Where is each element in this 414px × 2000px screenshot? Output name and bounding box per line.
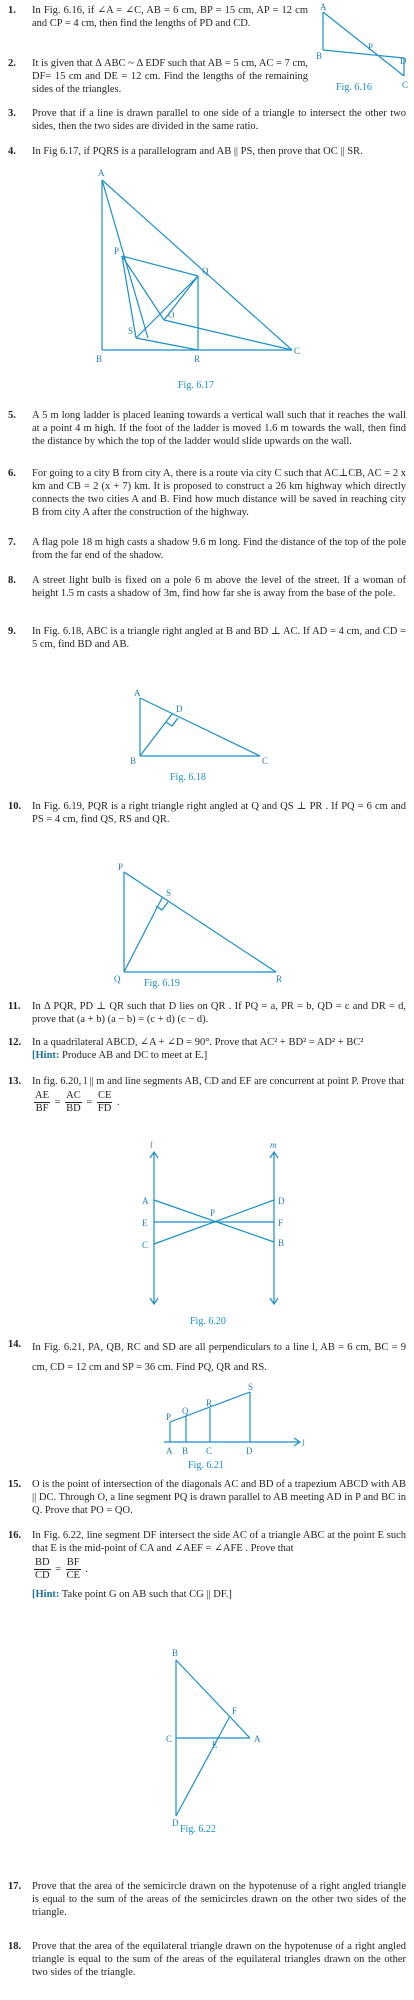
question-number: 6. (8, 468, 16, 479)
numerator: CE (97, 1090, 112, 1101)
question-number: 1. (8, 5, 16, 16)
question-3 (8, 107, 406, 133)
label-c: C (294, 346, 301, 356)
label-p: P (210, 1208, 216, 1218)
denominator: CE (66, 1570, 80, 1581)
label-f: F (232, 1706, 238, 1716)
label-f: F (278, 1218, 284, 1228)
label-s: S (166, 888, 172, 898)
figure-6-17 (90, 170, 310, 400)
question-4 (8, 145, 406, 158)
question-number: 16. (8, 1530, 22, 1541)
label-c: C (262, 756, 269, 766)
question-5 (8, 409, 406, 448)
question-12 (8, 1036, 406, 1062)
fig-6-17-diagram (90, 170, 310, 400)
label-a: A (320, 2, 327, 12)
period: . (116, 1096, 120, 1108)
label-c: C (206, 1446, 213, 1456)
label-m: m (270, 1140, 277, 1150)
label-o: O (168, 310, 175, 320)
ratio-equation (32, 1557, 406, 1582)
fraction (34, 1090, 50, 1115)
label-b: B (278, 1238, 285, 1248)
label-a: A (98, 168, 105, 178)
label-q: Q (182, 1406, 189, 1416)
label-a: A (166, 1446, 173, 1456)
denominator: BF (35, 1103, 49, 1114)
question-number: 7. (8, 537, 16, 548)
question-13 (8, 1075, 406, 1115)
hint-text: Produce AB and DC to meet at E.] (59, 1050, 208, 1061)
question-text: In Fig. 6.19, PQR is a right triangle right angled at Q and QS ⊥ PR . If PQ = 6 cm and PS = 4 cm, find QS, RS and QR. (32, 801, 406, 825)
fig-6-20-diagram (118, 1140, 298, 1328)
fraction (66, 1557, 81, 1582)
question-text: In Fig 6.17, if PQRS is a parallelogram and AB || PS, then prove that OC || SR. (32, 146, 363, 157)
numerator: BF (66, 1557, 80, 1568)
question-number: 5. (8, 410, 16, 421)
label-p: P (118, 862, 124, 872)
label-e: E (142, 1218, 148, 1228)
label-b: B (130, 756, 137, 766)
label-r: R (194, 354, 201, 364)
question-text: In Fig. 6.18, ABC is a triangle right angled at B and BD ⊥ AC. If AD = 4 cm, and CD = 5 cm, find BD and AB. (32, 626, 406, 650)
question-17 (8, 1880, 406, 1919)
question-number: 13. (8, 1076, 22, 1087)
question-11 (8, 1000, 406, 1026)
question-10 (8, 800, 406, 826)
fig-6-21-diagram (150, 1380, 310, 1472)
question-number: 11. (8, 1001, 21, 1012)
label-s: S (128, 326, 134, 336)
label-e: E (212, 1740, 218, 1750)
question-text: In Fig. 6.22, line segment DF intersect the side AC of a triangle ABC at the point E such that E is the mid-point of CA and ∠AEF = ∠AFE . Prove that (32, 1530, 406, 1554)
question-16 (8, 1529, 406, 1601)
question-number: 17. (8, 1881, 22, 1892)
fraction (97, 1090, 112, 1115)
label-d: D (172, 1818, 179, 1828)
question-text: A 5 m long ladder is placed leaning towards a vertical wall such that it reaches the wall at a point 4 m high. If the foot of the ladder is moved 1.6 m towards the wall, then find the distance by which the top of the ladder would slide upwards on the wall. (32, 410, 406, 447)
label-a: A (134, 688, 141, 698)
question-text: O is the point of intersection of the diagonals AC and BD of a trapezium ABCD with AB || DC. Through O, a line segment PQ is drawn parallel to AB meeting AD in P and BC in Q. Prove that PO = QO. (32, 1479, 406, 1516)
question-15 (8, 1478, 406, 1517)
label-q: Q (114, 974, 121, 984)
figure-caption: Fig. 6.17 (178, 380, 214, 391)
figure-caption: Fig. 6.16 (336, 82, 372, 93)
question-text: In fig. 6.20, l || m and line segments AB, CD and EF are concurrent at point P. Prove that (32, 1076, 405, 1087)
denominator: BD (66, 1103, 81, 1114)
label-c: C (166, 1734, 173, 1744)
question-text: A street light bulb is fixed on a pole 6 m above the level of the street. If a woman of height 1.5 m casts a shadow of 3m, find how far she is away from the base of the pole. (32, 575, 406, 599)
question-number: 14. (8, 1339, 22, 1350)
figure-caption: Fig. 6.22 (180, 1824, 216, 1835)
figure-caption: Fig. 6.18 (170, 772, 206, 783)
label-a: A (254, 1734, 261, 1744)
denominator: FD (97, 1103, 112, 1114)
question-6 (8, 467, 406, 519)
label-b: B (172, 1648, 179, 1658)
question-number: 15. (8, 1479, 22, 1490)
question-7 (8, 536, 406, 562)
equals-sign: = (86, 1096, 93, 1108)
numerator: AE (35, 1090, 49, 1101)
figure-6-21 (150, 1380, 310, 1472)
question-number: 8. (8, 575, 16, 586)
figure-6-20 (118, 1140, 298, 1328)
label-q: Q (202, 266, 209, 276)
fraction (65, 1090, 82, 1115)
figure-caption: Fig. 6.21 (188, 1460, 224, 1471)
question-1 (8, 4, 308, 30)
figure-6-19 (110, 862, 290, 990)
label-r: R (206, 1398, 213, 1408)
fig-6-18-diagram (126, 688, 276, 788)
question-text: Prove that the area of the semicircle drawn on the hypotenuse of a right angled triangle is equal to the sum of the areas of the semicircles drawn on the other two sides of the triangle. (32, 1881, 406, 1918)
period: . (85, 1563, 88, 1575)
question-text: In Fig. 6.21, PA, QB, RC and SD are all perpendiculars to a line l, AB = 6 cm, BC = 9 cm, CD = 12 cm and SP = 36 cm. Find PQ, QR and RS. (32, 1342, 406, 1373)
equals-sign: = (54, 1096, 61, 1108)
hint-text: Take point G on AB such that CG || DF.] (59, 1589, 232, 1600)
label-d: D (176, 704, 183, 714)
question-number: 4. (8, 146, 16, 157)
question-number: 2. (8, 58, 16, 69)
figure-caption: Fig. 6.19 (144, 978, 180, 989)
question-text: In Fig. 6.16, if ∠A = ∠C, AB = 6 cm, BP = 15 cm, AP = 12 cm and CP = 4 cm, then find the lengths of PD and CD. (32, 5, 308, 29)
label-b: B (96, 354, 103, 364)
figure-6-22 (150, 1648, 270, 1835)
ratio-equation (32, 1090, 406, 1115)
question-text: For going to a city B from city A, there is a route via city C such that AC⊥CB, AC = 2 x km and CB = 2 (x + 7) km. It is proposed to construct a 26 km highway which directly connects the two cities A and B. Find how much distance will be saved in reaching city B from city A after the construction of the highway. (32, 468, 406, 518)
question-number: 10. (8, 801, 22, 812)
label-p: P (166, 1412, 172, 1422)
label-line-l: l (302, 1438, 305, 1448)
question-number: 9. (8, 626, 16, 637)
question-text: It is given that Δ ABC ~ Δ EDF such that AB = 5 cm, AC = 7 cm, DF= 15 cm and DE = 12 cm. Find the lengths of the remaining sides of the triangles. (32, 58, 308, 95)
question-14 (8, 1338, 406, 1378)
question-number: 18. (8, 1941, 22, 1952)
numerator: BD (35, 1557, 50, 1568)
fig-6-19-diagram (110, 862, 290, 990)
label-b: B (182, 1446, 189, 1456)
label-p: P (114, 246, 120, 256)
label-r: R (276, 974, 283, 984)
label-p: P (368, 42, 374, 52)
label-c: C (142, 1240, 149, 1250)
fig-6-22-diagram (150, 1648, 270, 1835)
figure-6-18 (126, 688, 276, 788)
question-18 (8, 1940, 406, 1979)
label-d: D (246, 1446, 253, 1456)
question-number: 3. (8, 108, 16, 119)
hint (32, 1588, 406, 1601)
fig-6-16-diagram (316, 2, 408, 98)
numerator: AC (66, 1090, 81, 1101)
hint-label: [Hint: (32, 1050, 60, 1061)
question-9 (8, 625, 406, 651)
figure-caption: Fig. 6.20 (190, 1316, 226, 1327)
question-text: In Δ PQR, PD ⊥ QR such that D lies on QR . If PQ = a, PR = b, QD = c and DR = d, prove that (a + b) (a − b) = (c + d) (c − d). (32, 1001, 406, 1025)
equals-sign: = (55, 1563, 62, 1575)
denominator: CD (35, 1570, 50, 1581)
label-l: l (150, 1140, 153, 1150)
figure-6-16 (316, 2, 408, 98)
fraction (34, 1557, 51, 1582)
question-text: In a quadrilateral ABCD, ∠A + ∠D = 90°. Prove that AC² + BD² = AD² + BC² (32, 1037, 364, 1048)
question-text: Prove that the area of the equilateral triangle drawn on the hypotenuse of a right angled triangle is equal to the sum of the areas of the equilateral triangles drawn on the other two sides of the triangle. (32, 1941, 406, 1978)
label-s: S (248, 1382, 254, 1392)
label-d: D (278, 1196, 285, 1206)
question-text: Prove that if a line is drawn parallel to one side of a triangle to intersect the other two sides, then the two sides are divided in the same ratio. (32, 108, 406, 132)
question-number: 12. (8, 1037, 22, 1048)
label-b: B (316, 51, 323, 61)
label-c: C (402, 80, 409, 90)
label-a: A (142, 1196, 149, 1206)
hint-label: [Hint: (32, 1589, 60, 1600)
question-2 (8, 57, 308, 96)
question-text: A flag pole 18 m high casts a shadow 9.6 m long. Find the distance of the top of the pole from the far end of the shadow. (32, 537, 406, 561)
label-d: D (400, 56, 407, 66)
question-8 (8, 574, 406, 600)
hint (32, 1049, 406, 1062)
